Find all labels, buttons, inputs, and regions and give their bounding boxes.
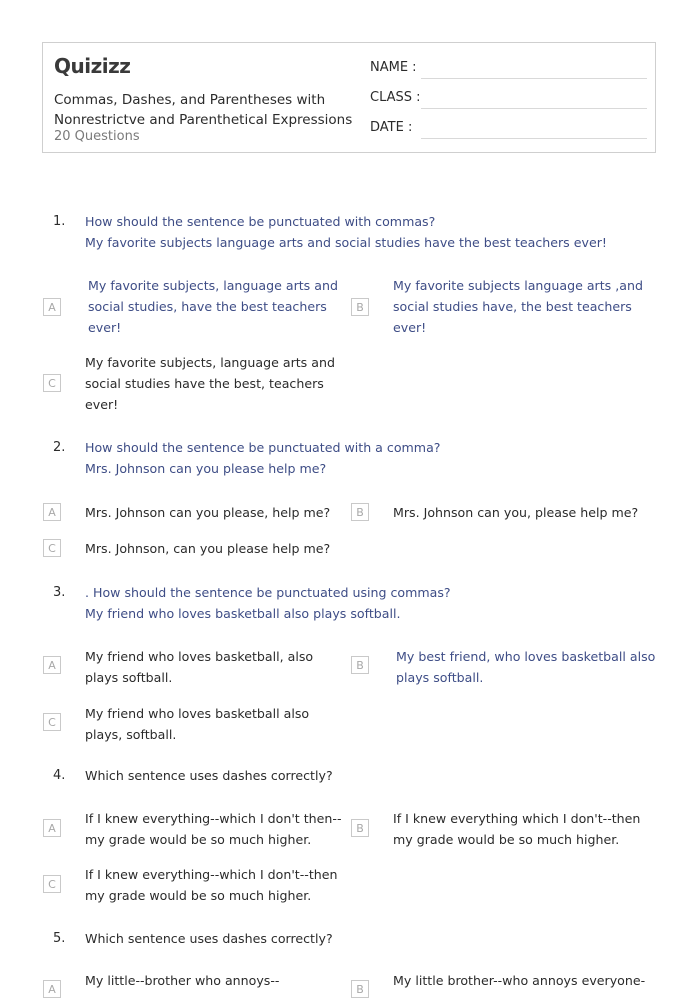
- option-text[interactable]: Mrs. Johnson can you please, help me?: [85, 505, 331, 520]
- class-line[interactable]: [421, 108, 647, 109]
- option-letter-box[interactable]: B: [351, 503, 369, 521]
- question-count: 20 Questions: [54, 129, 140, 144]
- option-letter-box[interactable]: B: [351, 298, 369, 316]
- option-letter-box[interactable]: B: [351, 980, 369, 998]
- question-prompt: . How should the sentence be punctuated using commas?: [85, 585, 451, 600]
- question-number: 5.: [53, 931, 66, 946]
- option-text[interactable]: If I knew everything which I don't--then my grade would be so much higher.: [393, 811, 641, 847]
- option-letter-box[interactable]: A: [43, 656, 61, 674]
- class-label: CLASS :: [370, 90, 421, 105]
- worksheet-header: [42, 42, 656, 153]
- option-letter-box[interactable]: B: [351, 819, 369, 837]
- option-text[interactable]: My little--brother who annoys--: [85, 973, 280, 988]
- question-number: 2.: [53, 440, 66, 455]
- question-sentence: My favorite subjects language arts and social studies have the best teachers ever!: [85, 235, 607, 250]
- option-text[interactable]: My favorite subjects, language arts and social studies, have the best teachers ever!: [88, 278, 338, 335]
- option-text[interactable]: My little brother--who annoys everyone-: [393, 973, 646, 988]
- question-prompt: Which sentence uses dashes correctly?: [85, 768, 333, 783]
- name-label: NAME :: [370, 60, 417, 75]
- option-text[interactable]: My friend who loves basketball, also plays softball.: [85, 649, 314, 685]
- question-number: 3.: [53, 585, 66, 600]
- option-text[interactable]: My favorite subjects language arts ,and social studies have, the best teachers ever!: [393, 278, 643, 335]
- option-text[interactable]: My friend who loves basketball also plays, softball.: [85, 706, 310, 742]
- option-text[interactable]: If I knew everything--which I don't--then my grade would be so much higher.: [85, 867, 338, 903]
- worksheet-title: Commas, Dashes, and Parentheses with Nonrestrictve and Parenthetical Expressions: [54, 92, 353, 128]
- option-letter-box[interactable]: C: [43, 875, 61, 893]
- date-line[interactable]: [421, 138, 647, 139]
- question-sentence: Mrs. Johnson can you please help me?: [85, 461, 327, 476]
- question-prompt: Which sentence uses dashes correctly?: [85, 931, 333, 946]
- question-number: 1.: [53, 214, 66, 229]
- question-prompt: How should the sentence be punctuated with commas?: [85, 214, 436, 229]
- option-letter-box[interactable]: A: [43, 819, 61, 837]
- option-text[interactable]: My favorite subjects, language arts and social studies have the best, teachers ever!: [85, 355, 335, 412]
- option-letter-box[interactable]: B: [351, 656, 369, 674]
- option-letter-box[interactable]: C: [43, 713, 61, 731]
- question-number: 4.: [53, 768, 66, 783]
- option-letter-box[interactable]: A: [43, 503, 61, 521]
- option-letter-box[interactable]: C: [43, 374, 61, 392]
- quizizz-logo: Quizizz: [54, 54, 131, 78]
- option-letter-box[interactable]: A: [43, 980, 61, 998]
- option-letter-box[interactable]: A: [43, 298, 61, 316]
- option-letter-box[interactable]: C: [43, 539, 61, 557]
- option-text[interactable]: My best friend, who loves basketball also plays softball.: [396, 649, 656, 685]
- question-prompt: How should the sentence be punctuated with a comma?: [85, 440, 441, 455]
- date-label: DATE :: [370, 120, 413, 135]
- option-text[interactable]: Mrs. Johnson can you, please help me?: [393, 505, 639, 520]
- option-text[interactable]: If I knew everything--which I don't then--my grade would be so much higher.: [85, 811, 342, 847]
- option-text[interactable]: Mrs. Johnson, can you please help me?: [85, 541, 331, 556]
- name-line[interactable]: [421, 78, 647, 79]
- question-sentence: My friend who loves basketball also plays softball.: [85, 606, 401, 621]
